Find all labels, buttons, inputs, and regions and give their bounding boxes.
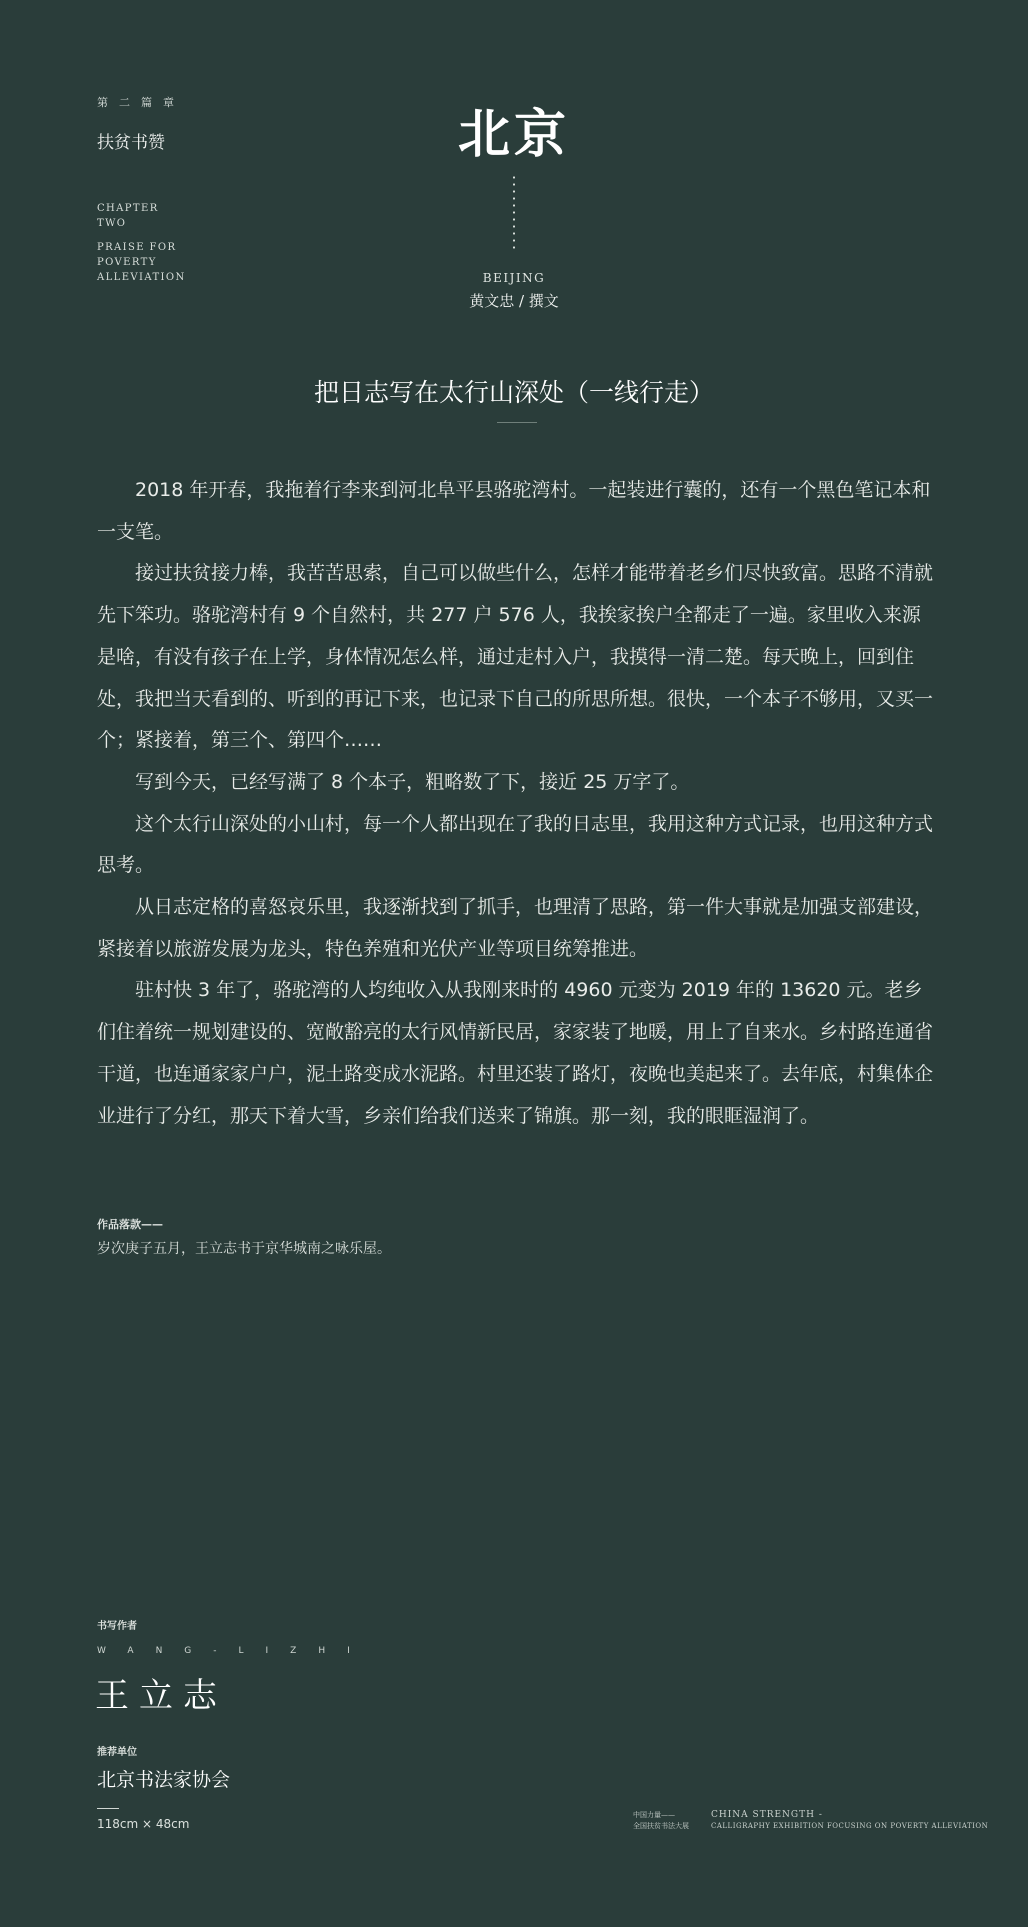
logo-en-line-2: CALLIGRAPHY EXHIBITION FOCUSING ON POVERTY ALLEVIATION — [711, 1822, 989, 1830]
artwork-size: 118cm × 48cm — [97, 1817, 190, 1831]
recommender-label: 推荐单位 — [97, 1747, 137, 1758]
city-en-label: BEIJING — [482, 271, 546, 285]
praise-en-label — [97, 240, 237, 285]
paragraph: 这个太行山深处的小山村，每一个人都出现在了我的日志里，我用这种方式记录，也用这种方式思考。 — [97, 812, 934, 877]
writer-en-name: WANG-LIZHI — [97, 1646, 372, 1656]
praise-en-line-1: PRAISE FOR — [97, 242, 177, 253]
exhibition-logo-en — [711, 1810, 988, 1832]
praise-en-line-3: ALLEVIATION — [97, 272, 186, 283]
chapter-title: 扶贫书赞 — [97, 133, 165, 153]
signature-text: 岁次庚子五月，王立志书于京华城南之咏乐屋。 — [97, 1241, 391, 1257]
paragraph: 写到今天，已经写满了 8 个本子，粗略数了下，接近 25 万字了。 — [135, 770, 690, 793]
chapter-en-label — [97, 201, 237, 231]
praise-en-line-2: POVERTY — [97, 257, 157, 268]
signature-label: 作品落款—— — [97, 1218, 163, 1231]
chapter-number: 第二篇章 — [97, 96, 185, 109]
paragraph: 驻村快 3 年了，骆驼湾的人均纯收入从我刚来时的 4960 元变为 2019 年的 13620 元。老乡们住着统一规划建设的、宽敞豁亮的太行风情新民居，家家装了地暖，用上了自来水。乡村路连通省干道，也连通家家户户，泥土路变成水泥路。村里还装了路灯，夜晚也美起来了。去年底，村集体企业进行了分红，那天下着大雪，乡亲们给我们送来了锦旗。那一刻，我的眼眶湿润了。 — [97, 979, 934, 1127]
paragraph: 接过扶贫接力棒，我苦苦思索，自己可以做些什么，怎样才能带着老乡们尽快致富。思路不清就先下笨功。骆驼湾村有 9 个自然村，共 277 户 576 人，我挨家挨户全都走了一遍。家里收入来源是啥，有没有孩子在上学，身体情况怎么样，通过走村入户，我摸得一清二楚。每天晚上，回到住处，我把当天看到的、听到的再记下来，也记录下自己的所思所想。很快，一个本子不够用，又买一个；紧接着，第三个、第四个…… — [97, 562, 934, 752]
logo-zh-line-2: 全国扶贫书法大展 — [633, 1822, 689, 1830]
article-body — [97, 470, 933, 1137]
exhibition-logo-zh — [633, 1810, 689, 1832]
chapter-en-line-2: TWO — [97, 218, 127, 229]
dotted-divider — [513, 174, 515, 250]
author-credit: 黄文忠 / 撰文 — [469, 292, 559, 310]
title-underline — [497, 422, 537, 423]
logo-en-line-1: CHINA STRENGTH - — [711, 1810, 823, 1820]
chapter-en-line-1: CHAPTER — [97, 203, 159, 214]
writer-name: 王立志 — [95, 1676, 227, 1716]
city-title: 北京 — [457, 104, 570, 165]
paragraph: 2018 年开春，我拖着行李来到河北阜平县骆驼湾村。一起装进行囊的，还有一个黑色笔记本和一支笔。 — [97, 479, 931, 543]
size-divider — [97, 1808, 119, 1809]
logo-zh-line-1: 中国力量—— — [633, 1811, 675, 1819]
article-title: 把日志写在太行山深处（一线行走） — [313, 378, 714, 407]
recommender-name: 北京书法家协会 — [97, 1769, 231, 1791]
writer-label: 书写作者 — [97, 1621, 137, 1632]
paragraph: 从日志定格的喜怒哀乐里，我逐渐找到了抓手，也理清了思路，第一件大事就是加强支部建设，紧接着以旅游发展为龙头，特色养殖和光伏产业等项目统筹推进。 — [97, 896, 934, 960]
